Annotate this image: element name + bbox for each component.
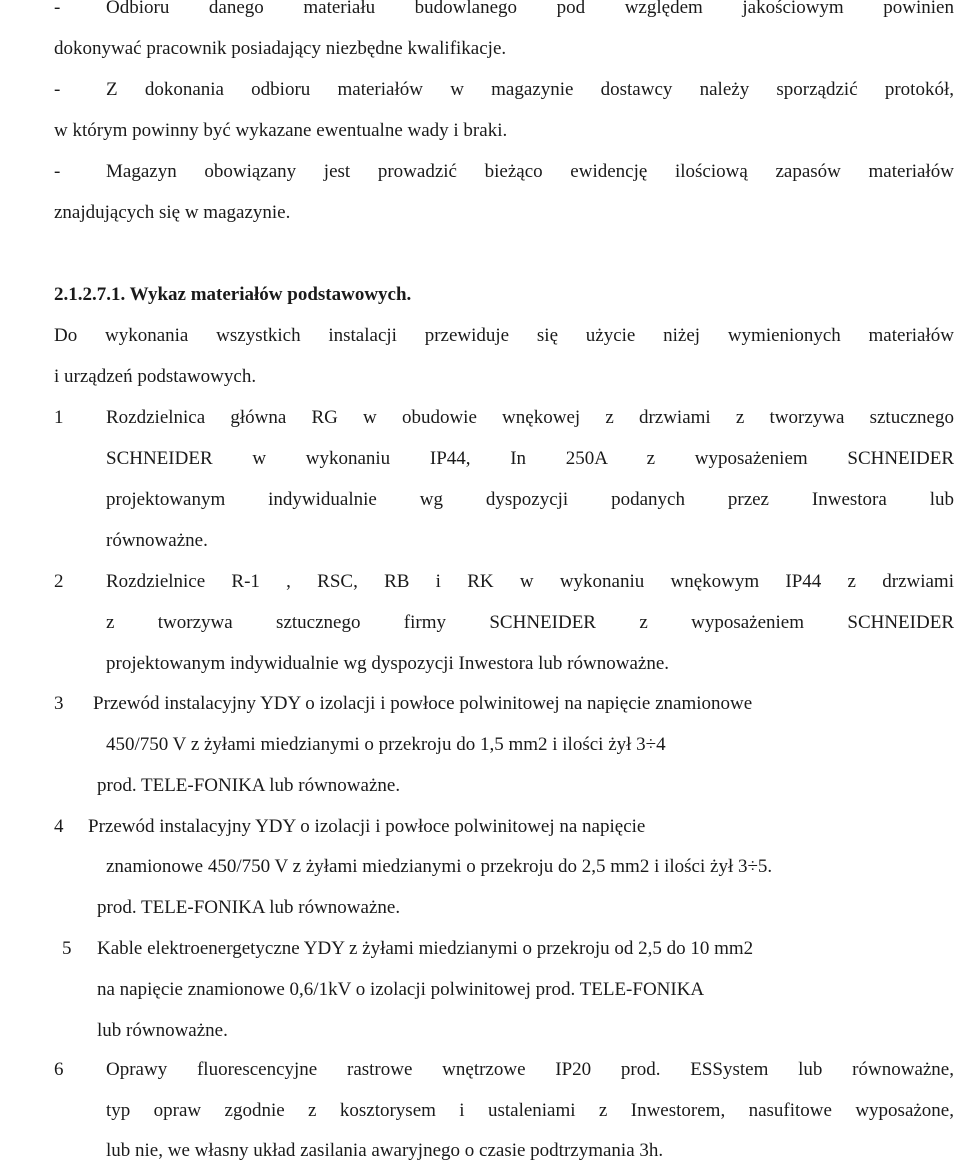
item-number: 5 — [62, 938, 72, 959]
bullet-marker: - — [54, 0, 61, 18]
section-intro-line: i urządzeń podstawowych. — [54, 366, 257, 387]
item-text-line: Kable elektroenergetyczne YDY z żyłami miedzianymi o przekroju od 2,5 do 10 mm2 — [97, 938, 754, 959]
item-number: 1 — [54, 407, 64, 428]
item-text-line: równoważne. — [106, 530, 208, 551]
item-number: 2 — [54, 571, 64, 592]
item-text-line: znamionowe 450/750 V z żyłami miedzianymi o przekroju do 2,5 mm2 i ilości żył 3÷5. — [106, 856, 773, 877]
item-text-line: projektowanym indywidualnie wg dyspozycji Inwestora lub równoważne. — [106, 653, 670, 674]
item-number: 3 — [54, 693, 64, 714]
section-intro-line: Do wykonania wszystkich instalacji przewiduje się użycie niżej wymienionych materiałów — [54, 325, 954, 346]
bullet-text-line: Z dokonania odbioru materiałów w magazynie dostawcy należy sporządzić protokół, — [106, 79, 954, 100]
section-heading: 2.1.2.7.1. Wykaz materiałów podstawowych. — [54, 284, 412, 305]
item-text-line: na napięcie znamionowe 0,6/1kV o izolacji polwinitowej prod. TELE-FONIKA — [97, 979, 705, 1000]
item-text-line: Oprawy fluorescencyjne rastrowe wnętrzowe IP20 prod. ESSystem lub równoważne, — [106, 1059, 954, 1080]
item-text-line: lub równoważne. — [97, 1020, 228, 1041]
bullet-marker: - — [54, 79, 61, 100]
item-number: 6 — [54, 1059, 64, 1080]
item-text-line: Przewód instalacyjny YDY o izolacji i powłoce polwinitowej na napięcie znamionowe — [93, 693, 753, 714]
item-text-line: Przewód instalacyjny YDY o izolacji i powłoce polwinitowej na napięcie — [88, 816, 646, 837]
item-text-line: typ opraw zgodnie z kosztorysem i ustaleniami z Inwestorem, nasufitowe wyposażone, — [106, 1100, 954, 1121]
bullet-marker: - — [54, 161, 61, 182]
item-text-line: Rozdzielnice R-1 , RSC, RB i RK w wykonaniu wnękowym IP44 z drzwiami — [106, 571, 954, 592]
item-text-line: SCHNEIDER w wykonaniu IP44, In 250A z wyposażeniem SCHNEIDER — [106, 448, 954, 469]
item-text-line: prod. TELE-FONIKA lub równoważne. — [97, 775, 401, 796]
item-text-line: Rozdzielnica główna RG w obudowie wnękowej z drzwiami z tworzywa sztucznego — [106, 407, 954, 428]
item-text-line: prod. TELE-FONIKA lub równoważne. — [97, 897, 401, 918]
item-text-line: lub nie, we własny układ zasilania awaryjnego o czasie podtrzymania 3h. — [106, 1140, 664, 1161]
bullet-text-line: Magazyn obowiązany jest prowadzić bieżąco ewidencję ilościową zapasów materiałów — [106, 161, 954, 182]
bullet-text-line: w którym powinny być wykazane ewentualne wady i braki. — [54, 120, 508, 141]
item-number: 4 — [54, 816, 64, 837]
item-text-line: 450/750 V z żyłami miedzianymi o przekroju do 1,5 mm2 i ilości żył 3÷4 — [106, 734, 666, 755]
bullet-text-line: dokonywać pracownik posiadający niezbędne kwalifikacje. — [54, 38, 507, 59]
bullet-text-line: Odbioru danego materiału budowlanego pod względem jakościowym powinien — [106, 0, 954, 18]
item-text-line: z tworzywa sztucznego firmy SCHNEIDER z wyposażeniem SCHNEIDER — [106, 612, 954, 633]
item-text-line: projektowanym indywidualnie wg dyspozycji podanych przez Inwestora lub — [106, 489, 954, 510]
bullet-text-line: znajdujących się w magazynie. — [54, 202, 291, 223]
